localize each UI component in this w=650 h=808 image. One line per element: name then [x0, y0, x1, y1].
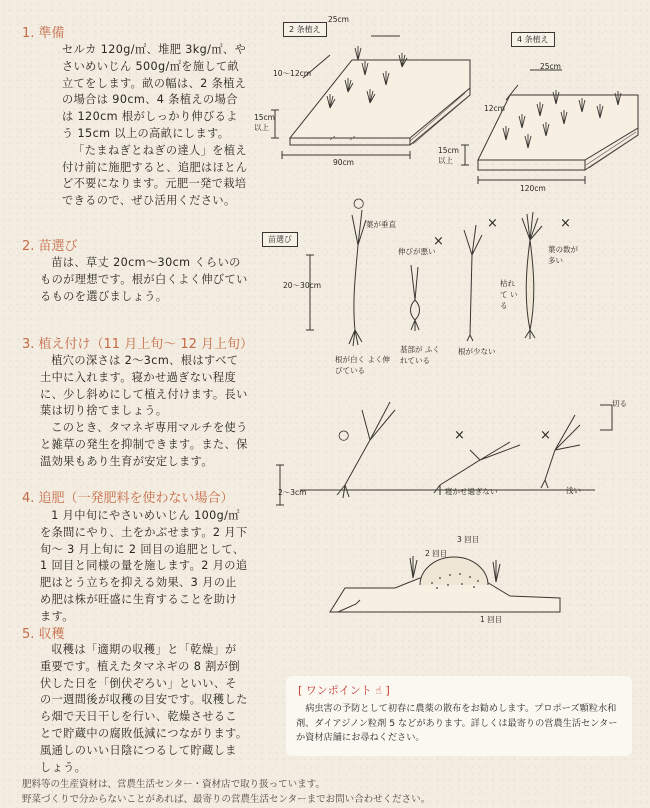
overgrown-label: 伸びが悪い: [398, 247, 436, 256]
footer-line-1: 肥料等の生産資材は、営農生活センター・資材店で取り扱っています。: [22, 779, 325, 790]
shallow-label: 浅い: [566, 486, 581, 495]
section-title-topdress: 4. 追肥（一発肥料を使わない場合）: [22, 491, 234, 506]
section-title-planting: 3. 植え付け（11 月上旬〜 12 月上旬）: [22, 337, 254, 352]
base-swollen-label: 基部が ふくれている: [400, 345, 440, 365]
bed-spacing-25: 25cm: [328, 15, 349, 24]
section-title-seedling: 2. 苗選び: [22, 239, 78, 254]
too-flat-label: 寝かせ過ぎない: [445, 487, 498, 496]
bed-spacing-25-4row: 25cm: [540, 62, 561, 71]
seedling-paragraph-1: 苗は、草丈 20cm〜30cm くらいのものが理想です。根が白くよく伸びているものを選びましょう。: [40, 256, 248, 303]
planting-depth-label: 2〜3cm: [278, 488, 307, 497]
leaf-upright-label: 葉が垂直: [366, 220, 396, 229]
withered-label: 枯れて いる: [500, 279, 518, 310]
planting-paragraph-1: 植穴の深さは 2〜3cm、根はすべて土中に入れます。寝かせ過ぎない程度に、少し斜めにして植え付けます。長い葉は切り捨てましょう。: [40, 354, 248, 418]
seedling-box-label: 苗選び: [262, 232, 298, 247]
planting-good-mark: ○: [338, 428, 350, 443]
prep-paragraph-2: 「たまねぎとねぎの達人」を植え付け前に施肥すると、追肥はほとんど不要になります。元肥一発で栽培できるので、ぜひ活用ください。: [62, 143, 248, 208]
many-leaves-label: 葉の数が 多い: [548, 245, 578, 265]
prep-paragraph-1: セルカ 120g/㎡、堆肥 3kg/㎡、やさいめいじん 500g/㎡を施して畝立てをします。畝の幅は、2 条植えの場合は 90cm、4 条植えの場合は 120cm 根がしっかり伸びるよう 15cm 以上の高畝にします。: [62, 43, 247, 140]
section-title-prep: 1. 準備: [22, 26, 65, 41]
first-fertilizer-label: 1 回目: [480, 615, 503, 624]
section-title-harvest: 5. 収穫: [22, 627, 65, 642]
few-roots-label: 根が少ない: [458, 347, 496, 356]
seedling-bad-mark-3: ×: [560, 216, 571, 231]
second-fertilizer-label: 2 回目: [425, 549, 448, 558]
bed-height-4row: 15cm 以上: [438, 146, 459, 165]
topdress-paragraph-1: 1 月中旬にやさいめいじん 100g/㎡を条間にやり、土をかぶせます。2 月下旬〜 3 月上旬に 2 回目の追肥として、1 回目と同様の量を施します。2 月の追肥はとう立ちを抑える効果、3 月の止め肥は株が旺盛に生育することを助けます。: [40, 509, 248, 623]
onepoint-title: [ ワンポイント ☝ ]: [298, 684, 390, 697]
seedling-bad-mark-2: ×: [487, 216, 498, 231]
bed-width-90: 90cm: [333, 158, 354, 167]
hand-icon: ☝: [375, 684, 382, 697]
two-row-label: 2 条植え: [283, 22, 327, 37]
harvest-paragraph-1: 収穫は「適期の収穫」と「乾燥」が重要です。植えたタマネギの 8 割が倒伏した日を「倒伏ぞろい」といい、その一週間後が収穫の目安です。収穫したら畑で天日干しを行い、乾燥させることで貯蔵中の腐敗低減につながります。風通しのいい日陰につるして貯蔵しましょう。: [40, 643, 248, 774]
bed-spacing-12: 12cm: [484, 104, 505, 113]
bed-spacing-10-12: 10〜12cm: [273, 69, 312, 78]
onepoint-text: 病虫害の予防として初春に農薬の散布をお勧めします。プロポーズ顆粒水和剤、ダイアジノン粒剤 5 などがあります。詳しくは最寄りの営農生活センターか資材店舗にお尋ねください。: [296, 703, 618, 743]
root-white-label: 根が白く よく伸びている: [335, 355, 390, 375]
bracket-right: ]: [382, 684, 390, 697]
footer-line-2: 野菜づくりで分からないことがあれば、最寄りの営農生活センターまでお問い合わせください。: [22, 794, 431, 805]
onepoint-box: [286, 676, 632, 756]
seedling-height-range: 20〜30cm: [283, 281, 322, 290]
four-row-label: 4 条植え: [511, 32, 555, 47]
planting-bad-mark-2: ×: [540, 428, 551, 443]
bed-height-2row: 15cm 以上: [254, 113, 275, 132]
seedling-good-mark: ○: [353, 196, 365, 211]
planting-paragraph-2: このとき、タマネギ専用マルチを使うと雑草の発生を抑制できます。また、保温効果もあり生育が安定します。: [40, 421, 248, 468]
cut-label: 切る: [612, 399, 627, 408]
third-fertilizer-label: 3 回目: [457, 535, 480, 544]
bracket-left: [: [298, 684, 306, 697]
bed-width-120: 120cm: [520, 184, 546, 193]
planting-bad-mark-1: ×: [454, 428, 465, 443]
seedling-bad-mark-1: ×: [433, 234, 444, 249]
